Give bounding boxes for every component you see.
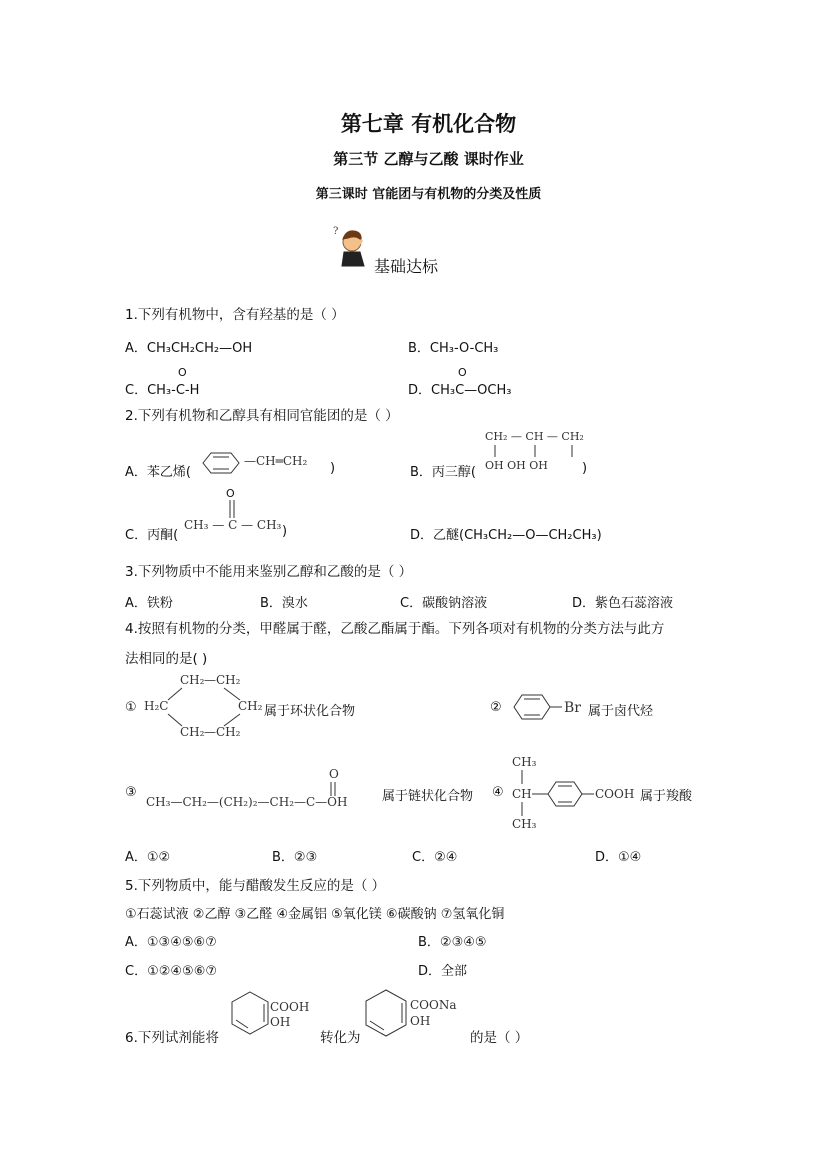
q2-option-b: B．丙三醇( <box>410 465 476 480</box>
svg-text:O: O <box>329 767 339 781</box>
q6-s2-hydroxyl: OH <box>410 1014 431 1028</box>
q6-part1: 6.下列试剂能将 <box>125 1030 219 1046</box>
q2-c-formula: CH₃ — C — CH₃ <box>184 518 282 532</box>
section-title: 第三节 乙醇与乙酸 课时作业 <box>333 150 524 168</box>
svg-text:CH₃: CH₃ <box>512 817 537 831</box>
q5-list: ①石蕊试液 ②乙醇 ③乙醛 ④金属铝 ⑤氧化镁 ⑥碳酸钠 ⑦氢氧化铜 <box>125 907 505 922</box>
q5-option-c: C．①②④⑤⑥⑦ <box>125 964 218 979</box>
q2-a-vinyl-group: —CH═CH₂ <box>244 454 308 468</box>
q1-option-b: B．CH₃-O-CH₃ <box>408 341 499 356</box>
q6-part2: 转化为 <box>320 1030 361 1046</box>
q4-item3-text: 属于链状化合物 <box>382 789 474 804</box>
q6-s2-carboxylate: COONa <box>410 998 457 1012</box>
q4-stem-line2: 法相同的是( ) <box>125 651 208 667</box>
q2-a-close: ) <box>330 461 336 476</box>
q4-option-c: C．②④ <box>412 850 458 865</box>
q2-b-close: ) <box>582 461 588 476</box>
q4-item3-number: ③ <box>125 785 137 800</box>
q4-item2-number: ② <box>490 700 502 715</box>
q6-s1-carboxyl: COOH <box>270 1000 310 1014</box>
q2-c-close: ) <box>282 524 288 539</box>
svg-text:Br: Br <box>564 700 581 716</box>
q3-option-c: C．碳酸钠溶液 <box>400 596 488 611</box>
q1-c-carbonyl-o: O <box>178 366 187 379</box>
badge-label: 基础达标 <box>374 257 439 276</box>
q4-option-d: D．①④ <box>595 850 642 865</box>
svg-text:H₂C: H₂C <box>144 699 169 713</box>
q1-option-d: D．CH₃C—OCH₃ <box>408 383 512 398</box>
svg-text:CH₃—CH₂—(CH₂)₂—CH₂—C—OH: CH₃—CH₂—(CH₂)₂—CH₂—C—OH <box>146 795 348 809</box>
svg-text:CH₂: CH₂ <box>238 699 263 713</box>
svg-text:CH: CH <box>512 787 532 801</box>
svg-text:?: ? <box>333 226 339 237</box>
q4-item4-number: ④ <box>492 785 504 800</box>
q6-s1-hydroxyl: OH <box>270 1015 291 1029</box>
q2-b-hydroxyls: OH OH OH <box>485 459 548 472</box>
q2-b-chain: CH₂ — CH — CH₂ <box>485 430 584 443</box>
q3-option-d: D．紫色石蕊溶液 <box>572 596 674 611</box>
q3-option-b: B．溴水 <box>260 596 308 611</box>
svg-text:CH₂: CH₂ <box>180 673 205 687</box>
q1-stem: 1.下列有机物中，含有羟基的是（ ） <box>125 307 345 323</box>
bromobenzene-structure <box>510 692 586 722</box>
svg-text:—CH₂: —CH₂ <box>204 673 241 687</box>
q2-option-a: A．苯乙烯( <box>125 465 191 480</box>
acetone-double-bond <box>226 500 238 520</box>
q6-part3: 的是（ ） <box>470 1030 529 1046</box>
q3-option-a: A．铁粉 <box>125 596 173 611</box>
svg-text:CH₃: CH₃ <box>512 755 537 769</box>
lesson-title: 第三课时 官能团与有机物的分类及性质 <box>315 187 542 202</box>
salicylic-acid-ring <box>228 990 272 1042</box>
q4-item1-text: 属于环状化合物 <box>264 704 356 719</box>
q4-item1-number: ① <box>125 700 137 715</box>
q1-d-carbonyl-o: O <box>458 366 467 379</box>
q5-option-a: A．①③④⑤⑥⑦ <box>125 935 217 950</box>
q4-option-b: B．②③ <box>272 850 318 865</box>
q2-c-carbonyl-o: O <box>226 487 235 500</box>
thinking-student-icon <box>332 226 374 272</box>
q5-option-b: B．②③④⑤ <box>418 935 487 950</box>
glycerol-bonds <box>490 443 580 459</box>
q2-option-d: D．乙醚(CH₃CH₂—O—CH₂CH₃) <box>410 528 602 543</box>
q5-option-d: D．全部 <box>418 964 468 979</box>
q1-option-c: C．CH₃-C-H <box>125 383 200 398</box>
q4-stem-line1: 4.按照有机物的分类，甲醛属于醛，乙酸乙酯属于酯。下列各项对有机物的分类方法与此方 <box>125 621 665 637</box>
q4-item2-text: 属于卤代烃 <box>588 704 654 719</box>
q1-option-a: A．CH₃CH₂CH₂—OH <box>125 341 253 356</box>
q4-option-a: A．①② <box>125 850 171 865</box>
svg-text:CH₂: CH₂ <box>180 725 205 739</box>
benzene-ring-structure <box>197 451 245 475</box>
q5-stem: 5.下列物质中，能与醋酸发生反应的是（ ） <box>125 878 386 894</box>
svg-text:—CH₂: —CH₂ <box>204 725 241 739</box>
q2-stem: 2.下列有机物和乙醇具有相同官能团的是（ ） <box>125 408 399 424</box>
cyclohexane-structure <box>142 672 267 740</box>
fatty-acid-structure <box>144 766 380 812</box>
chapter-title: 第七章 有机化合物 <box>340 112 517 136</box>
q4-item4-text: 属于羧酸 <box>640 789 693 804</box>
q2-option-c: C．丙酮( <box>125 528 179 543</box>
sodium-salicylate-ring <box>362 988 410 1044</box>
q3-stem: 3.下列物质中不能用来鉴别乙醇和乙酸的是（ ） <box>125 564 413 580</box>
svg-text:COOH: COOH <box>595 787 635 801</box>
